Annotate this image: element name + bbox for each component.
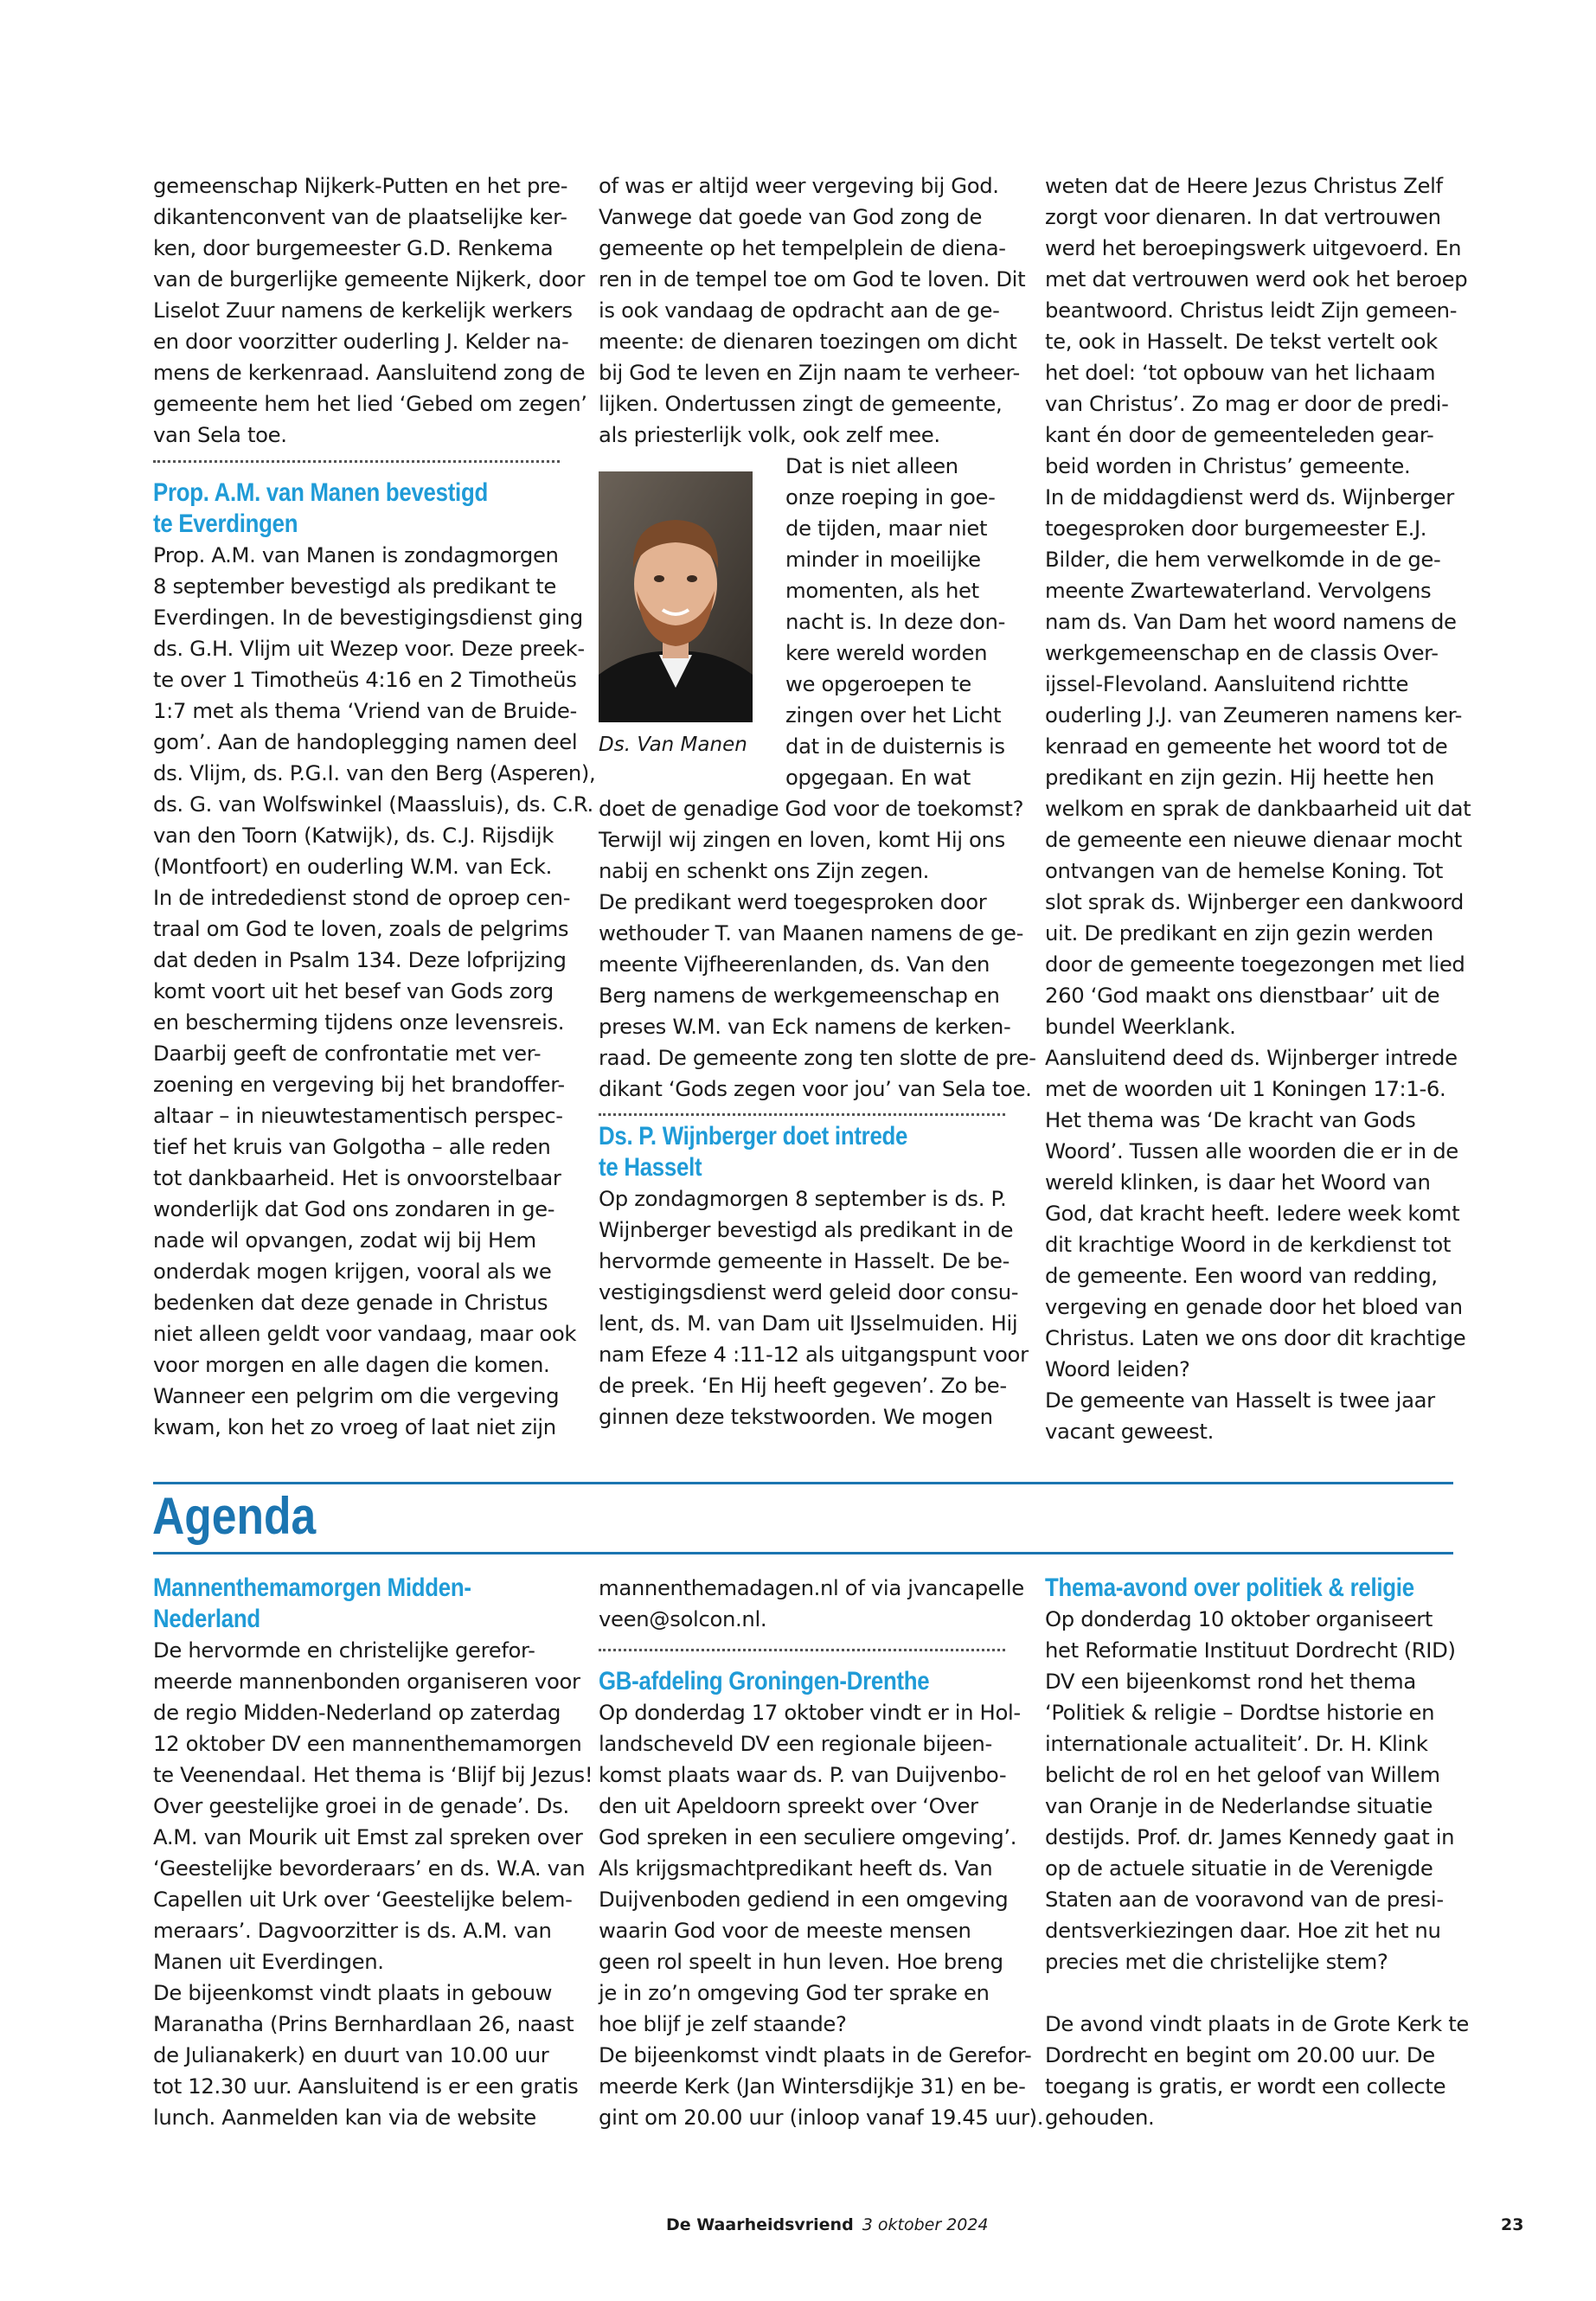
text-line: Berg namens de werkgemeenschap en [599, 983, 1000, 1008]
text-line: bij God te leven en Zijn naam te verheer- [599, 360, 1020, 385]
text-line: Dat is niet alleen [785, 453, 958, 478]
text-line: De avond vindt plaats in de Grote Kerk te [1045, 2011, 1470, 2036]
text-line: kwam, kon het zo vroeg of laat niet zijn [153, 1414, 556, 1439]
text-line: Wanneer een pelgrim om die vergeving [153, 1383, 560, 1408]
text-line: In de intrededienst stond de oproep cen- [153, 885, 571, 910]
text-line: ijssel-Flevoland. Aansluitend richtte [1045, 671, 1409, 696]
text-line: je in zo’n omgeving God ter sprake en [599, 1980, 990, 2005]
text-line: Liselot Zuur namens de kerkelijk werkers [153, 298, 573, 323]
text-line: Nederland [153, 1605, 260, 1633]
footer-publication [666, 2214, 989, 2235]
agenda-heading-gb-afdeling [599, 1666, 1010, 1697]
agenda-body-gb-afdeling [599, 1697, 1044, 2133]
text-line: Duijvenboden gediend in een omgeving [599, 1887, 1009, 1912]
text-line: Dordrecht en begint om 20.00 uur. De [1045, 2042, 1435, 2067]
text-line: Maranatha (Prins Bernhardlaan 26, naast [153, 2011, 574, 2036]
text-line: zingen over het Licht [785, 702, 1002, 727]
text-line: gemeente op het tempelplein de diena- [599, 235, 1006, 260]
agenda-bottom-rule [153, 1552, 1453, 1554]
issue-date: 3 oktober 2024 [862, 2215, 989, 2234]
text-line: meerde mannenbonden organiseren voor [153, 1669, 580, 1694]
text-line: doet de genadige God voor de toekomst? [599, 796, 1024, 821]
text-line: toegesproken door burgemeester E.J. [1045, 516, 1427, 541]
text-line: opgegaan. En wat [785, 765, 971, 790]
text-line: nacht is. In deze don- [785, 609, 1005, 634]
text-line: In de middagdienst werd ds. Wijnberger [1045, 484, 1454, 510]
text-line: te Everdingen [153, 510, 298, 538]
text-line: Manen uit Everdingen. [153, 1949, 384, 1974]
text-line: Woord leiden? [1045, 1356, 1190, 1381]
text-line: Capellen uit Urk over ‘Geestelijke belem- [153, 1887, 573, 1912]
text-line: te Veenendaal. Het thema is ‘Blijf bij Jezus! [153, 1762, 593, 1787]
text-line: gom’. Aan de handoplegging namen deel [153, 729, 578, 754]
col3-continuation [1045, 170, 1471, 1447]
text-line: Mannenthemamorgen Midden- [153, 1574, 471, 1602]
text-line: is ook vandaag de opdracht aan de ge- [599, 298, 1000, 323]
photo-caption: Ds. Van Manen [599, 734, 747, 756]
text-line: Ds. P. Wijnberger doet intrede [599, 1122, 908, 1150]
text-line: Thema-avond over politiek & religie [1045, 1574, 1414, 1602]
article-body-van-manen [153, 540, 596, 1443]
agenda-heading-mannenthemamorgen [153, 1573, 564, 1635]
text-line: De hervormde en christelijke gerefor- [153, 1638, 535, 1663]
agenda-body-continuation [599, 1573, 1024, 1635]
text-line: de preek. ‘En Hij heeft gegeven’. Zo be- [599, 1373, 1007, 1398]
text-line: de gemeente. Een woord van redding, [1045, 1263, 1438, 1288]
text-line: DV een bijeenkomst rond het thema [1045, 1669, 1416, 1694]
article-heading-wijnberger [599, 1121, 1010, 1183]
agenda-body-thema-avond [1045, 1604, 1456, 1977]
text-line: Wijnberger bevestigd als predikant in de [599, 1217, 1014, 1242]
text-line: nabij en schenkt ons Zijn zegen. [599, 858, 929, 883]
text-line: van de burgerlijke gemeente Nijkerk, door [153, 266, 586, 292]
text-line: meraars’. Dagvoorzitter is ds. A.M. van [153, 1918, 552, 1943]
text-beside-photo [785, 451, 1010, 793]
text-line: onze roeping in goe- [785, 484, 996, 510]
text-line: Staten aan de vooravond van de presi- [1045, 1887, 1444, 1912]
text-line: de regio Midden-Nederland op zaterdag [153, 1700, 561, 1725]
text-line: van Christus’. Zo mag er door de predi- [1045, 391, 1449, 416]
text-line: tot dankbaarheid. Het is onvoorstelbaar [153, 1165, 561, 1190]
text-line: kant én door de gemeenteleden gear- [1045, 422, 1434, 447]
text-line: De predikant werd toegesproken door [599, 889, 987, 914]
text-line: wethouder T. van Maanen namens de ge- [599, 920, 1024, 945]
text-line: internationale actualiteit’. Dr. H. Klink [1045, 1731, 1428, 1756]
text-line: komst plaats waar ds. P. van Duijvenbo- [599, 1762, 1007, 1787]
text-line: of was er altijd weer vergeving bij God. [599, 173, 999, 198]
text-line: werkgemeenschap en de classis Over- [1045, 640, 1439, 665]
text-line: De bijeenkomst vindt plaats in de Gerefor- [599, 2042, 1032, 2067]
text-line: te, ook in Hasselt. De tekst vertelt ook [1045, 329, 1438, 354]
text-line: het doel: ‘tot opbouw van het lichaam [1045, 360, 1436, 385]
text-line: 1:7 met als thema ‘Vriend van de Bruide- [153, 698, 577, 723]
text-line: toegang is gratis, er wordt een collecte [1045, 2073, 1446, 2099]
text-line: ken, door burgemeester G.D. Renkema [153, 235, 554, 260]
text-line: gehouden. [1045, 2105, 1155, 2130]
text-line: van den Toorn (Katwijk), ds. C.J. Rijsdijk [153, 823, 554, 848]
text-line: wonderlijk dat God ons zondaren in ge- [153, 1196, 555, 1221]
text-line: komt voort uit het besef van Gods zorg [153, 978, 554, 1003]
agenda-top-rule [153, 1482, 1453, 1484]
agenda-body-thema-avond-2 [1045, 2009, 1470, 2133]
text-line: dentsverkiezingen daar. Hoe zit het nu [1045, 1918, 1441, 1943]
text-line: beid worden in Christus’ gemeente. [1045, 453, 1411, 478]
text-line: ‘Politiek & religie – Dordtse historie en [1045, 1700, 1435, 1725]
text-line: meente Vijfheerenlanden, ds. Van den [599, 952, 990, 977]
text-line: dikantenconvent van de plaatselijke ker- [153, 204, 567, 229]
text-line: vestigingsdienst werd geleid door consu- [599, 1279, 1019, 1304]
text-line: te Hasselt [599, 1153, 702, 1182]
text-line: ouderling J.J. van Zeumeren namens ker- [1045, 702, 1463, 727]
text-line: Everdingen. In de bevestigingsdienst ging [153, 605, 583, 630]
text-line: ginnen deze tekstwoorden. We mogen [599, 1404, 993, 1429]
text-line: nade wil opvangen, zodat wij bij Hem [153, 1227, 536, 1253]
text-line: precies met die christelijke stem? [1045, 1949, 1388, 1974]
text-line: onderdak mogen krijgen, vooral als we [153, 1259, 552, 1284]
text-line: kenraad en gemeente het woord tot de [1045, 734, 1448, 759]
text-line: Woord’. Tussen alle woorden die er in de [1045, 1138, 1458, 1163]
text-line: van Oranje in de Nederlandse situatie [1045, 1793, 1433, 1818]
text-line: 12 oktober DV een mannenthemamorgen [153, 1731, 582, 1756]
text-line: Terwijl wij zingen en loven, komt Hij ons [599, 827, 1005, 852]
text-line: Aansluitend deed ds. Wijnberger intrede [1045, 1045, 1458, 1070]
text-line: niet alleen geldt voor vandaag, maar ook [153, 1321, 577, 1346]
text-line: voor morgen en alle dagen die komen. [153, 1352, 550, 1377]
text-line: gemeente hem het lied ‘Gebed om zegen’ [153, 391, 587, 416]
text-line: tot 12.30 uur. Aansluitend is er een gratis [153, 2073, 579, 2099]
section-separator [153, 460, 560, 463]
text-line: lent, ds. M. van Dam uit IJsselmuiden. Hij [599, 1311, 1018, 1336]
agenda-body-mannenthemamorgen [153, 1635, 593, 2133]
text-line: A.M. van Mourik uit Emst zal spreken over [153, 1824, 583, 1849]
text-line: destijds. Prof. dr. James Kennedy gaat in [1045, 1824, 1455, 1849]
text-line: we opgeroepen te [785, 671, 971, 696]
text-line: meerde Kerk (Jan Wintersdijkje 31) en be- [599, 2073, 1026, 2099]
section-separator [599, 1113, 1005, 1116]
text-line: dat deden in Psalm 134. Deze lofprijzing [153, 947, 567, 972]
page-number: 23 [1501, 2215, 1524, 2234]
article-body-wijnberger [599, 1183, 1029, 1433]
text-line: preses W.M. van Eck namens de kerken- [599, 1014, 1011, 1039]
text-line: Op donderdag 10 oktober organiseert [1045, 1606, 1433, 1631]
text-line: ds. G.H. Vlijm uit Wezep voor. Deze preek- [153, 636, 585, 661]
text-line: meente Zwartewaterland. Vervolgens [1045, 578, 1432, 603]
agenda-title: Agenda [152, 1487, 317, 1545]
text-line: Op donderdag 17 oktober vindt er in Hol- [599, 1700, 1021, 1725]
text-line: zoening en vergeving bij het brandoffer- [153, 1072, 565, 1097]
text-line: de tijden, maar niet [785, 516, 988, 541]
text-line: Het thema was ‘De kracht van Gods [1045, 1107, 1416, 1132]
text-line: Christus. Laten we ons door dit krachtige [1045, 1325, 1466, 1350]
text-line: welkom en sprak de dankbaarheid uit dat [1045, 796, 1471, 821]
text-line: Vanwege dat goede van God zong de [599, 204, 983, 229]
text-line: den uit Apeldoorn spreekt over ‘Over [599, 1793, 978, 1818]
text-line: minder in moeilijke [785, 547, 981, 572]
text-line: De bijeenkomst vindt plaats in gebouw [153, 1980, 553, 2005]
text-line: nam ds. Van Dam het woord namens de [1045, 609, 1457, 634]
text-line: Bilder, die hem verwelkomde in de ge- [1045, 547, 1441, 572]
text-line: De gemeente van Hasselt is twee jaar [1045, 1388, 1435, 1413]
text-line: te over 1 Timotheüs 4:16 en 2 Timotheüs [153, 667, 577, 692]
text-line: Daarbij geeft de confrontatie met ver- [153, 1041, 542, 1066]
text-line: dikant ‘Gods zegen voor jou’ van Sela toe. [599, 1076, 1032, 1101]
text-line: bedenken dat deze genade in Christus [153, 1290, 548, 1315]
text-line: Prop. A.M. van Manen is zondagmorgen [153, 542, 559, 567]
col2-after-photo [599, 793, 1036, 1105]
text-line: ontvangen van de hemelse Koning. Tot [1045, 858, 1443, 883]
text-line: gemeenschap Nijkerk-Putten en het pre- [153, 173, 568, 198]
text-line: lijken. Ondertussen zingt de gemeente, [599, 391, 1003, 416]
text-line: het Reformatie Instituut Dordrecht (RID) [1045, 1638, 1456, 1663]
article-heading-van-manen [153, 478, 564, 540]
text-line: en door voorzitter ouderling J. Kelder na- [153, 329, 569, 354]
text-line: hoe blijf je zelf staande? [599, 2011, 847, 2036]
text-line: raad. De gemeente zong ten slotte de pre- [599, 1045, 1036, 1070]
text-line: door de gemeente toegezongen met lied [1045, 952, 1465, 977]
text-line: ren in de tempel toe om God te loven. Dit [599, 266, 1026, 292]
text-line: gint om 20.00 uur (inloop vanaf 19.45 uur). [599, 2105, 1044, 2130]
text-line: met dat vertrouwen werd ook het beroep [1045, 266, 1468, 292]
text-line: God spreken in een seculiere omgeving’. [599, 1824, 1017, 1849]
col1-intro [153, 170, 587, 451]
text-line: vergeving en genade door het bloed van [1045, 1294, 1463, 1319]
text-line: traal om God te loven, zoals de pelgrims [153, 916, 569, 941]
text-line: God, dat kracht heeft. Iedere week komt [1045, 1201, 1460, 1226]
text-line: dat in de duisternis is [785, 734, 1005, 759]
text-line: Op zondagmorgen 8 september is ds. P. [599, 1186, 1007, 1211]
text-line: ds. G. van Wolfswinkel (Maassluis), ds. C.R. [153, 792, 593, 817]
text-line: beantwoord. Christus leidt Zijn gemeen- [1045, 298, 1458, 323]
text-line: ds. Vlijm, ds. P.G.I. van den Berg (Asperen), [153, 760, 596, 785]
text-line: meente: de dienaren toezingen om dicht [599, 329, 1017, 354]
text-line: belicht de rol en het geloof van Willem [1045, 1762, 1440, 1787]
text-line: zorgt voor dienaren. In dat vertrouwen [1045, 204, 1441, 229]
text-line: mannenthemadagen.nl of via jvancapelle [599, 1575, 1024, 1600]
section-separator [599, 1649, 1005, 1651]
text-line: werd het beroepingswerk uitgevoerd. En [1045, 235, 1462, 260]
text-line: veen@solcon.nl. [599, 1606, 767, 1631]
text-line: van Sela toe. [153, 422, 287, 447]
text-line: momenten, als het [785, 578, 979, 603]
text-line: Prop. A.M. van Manen bevestigd [153, 478, 488, 507]
text-line: bundel Weerklank. [1045, 1014, 1236, 1039]
text-line: vacant geweest. [1045, 1419, 1214, 1444]
text-line: weten dat de Heere Jezus Christus Zelf [1045, 173, 1443, 198]
text-line: dit krachtige Woord in de kerkdienst tot [1045, 1232, 1452, 1257]
text-line: nam Efeze 4 :11-12 als uitgangspunt voor [599, 1342, 1029, 1367]
text-line: en bescherming tijdens onze levensreis. [153, 1009, 565, 1035]
text-line: 8 september bevestigd als predikant te [153, 574, 557, 599]
text-line: met de woorden uit 1 Koningen 17:1-6. [1045, 1076, 1446, 1101]
text-line: slot sprak ds. Wijnberger een dankwoord [1045, 889, 1464, 914]
text-line: de gemeente een nieuwe dienaar mocht [1045, 827, 1462, 852]
text-line: (Montfoort) en ouderling W.M. van Eck. [153, 854, 552, 879]
agenda-heading-thema-avond [1045, 1573, 1456, 1604]
text-line: mens de kerkenraad. Aansluitend zong de [153, 360, 586, 385]
text-line: op de actuele situatie in de Verenigde [1045, 1856, 1433, 1881]
text-line: lunch. Aanmelden kan via de website [153, 2105, 536, 2130]
text-line: uit. De predikant en zijn gezin werden [1045, 920, 1433, 945]
text-line: Over geestelijke groei in de genade’. Ds. [153, 1793, 569, 1818]
text-line: 260 ‘God maakt ons dienstbaar’ uit de [1045, 983, 1440, 1008]
text-line: kere wereld worden [785, 640, 988, 665]
text-line: tief het kruis van Golgotha – alle reden [153, 1134, 551, 1159]
text-line: Als krijgsmachtpredikant heeft ds. Van [599, 1856, 993, 1881]
text-line: waarin God voor de meeste mensen [599, 1918, 971, 1943]
portrait-image [599, 471, 753, 722]
text-line: GB-afdeling Groningen-Drenthe [599, 1667, 930, 1695]
text-line: de Julianakerk) en duurt van 10.00 uur [153, 2042, 549, 2067]
text-line: landscheveld DV een regionale bijeen- [599, 1731, 992, 1756]
portrait-photo [599, 471, 753, 722]
text-line: wereld klinken, is daar het Woord van [1045, 1170, 1431, 1195]
col2-continuation [599, 170, 1026, 451]
text-line: ‘Geestelijke bevorderaars’ en ds. W.A. van [153, 1856, 586, 1881]
text-line: predikant en zijn gezin. Hij heette hen [1045, 765, 1434, 790]
text-line: als priesterlijk volk, ook zelf mee. [599, 422, 940, 447]
text-line: altaar – in nieuwtestamentisch perspec- [153, 1103, 563, 1128]
publication-name: De Waarheidsvriend [666, 2215, 854, 2234]
text-line: hervormde gemeente in Hasselt. De be- [599, 1248, 1010, 1273]
text-line: geen rol speelt in hun leven. Hoe breng [599, 1949, 1003, 1974]
